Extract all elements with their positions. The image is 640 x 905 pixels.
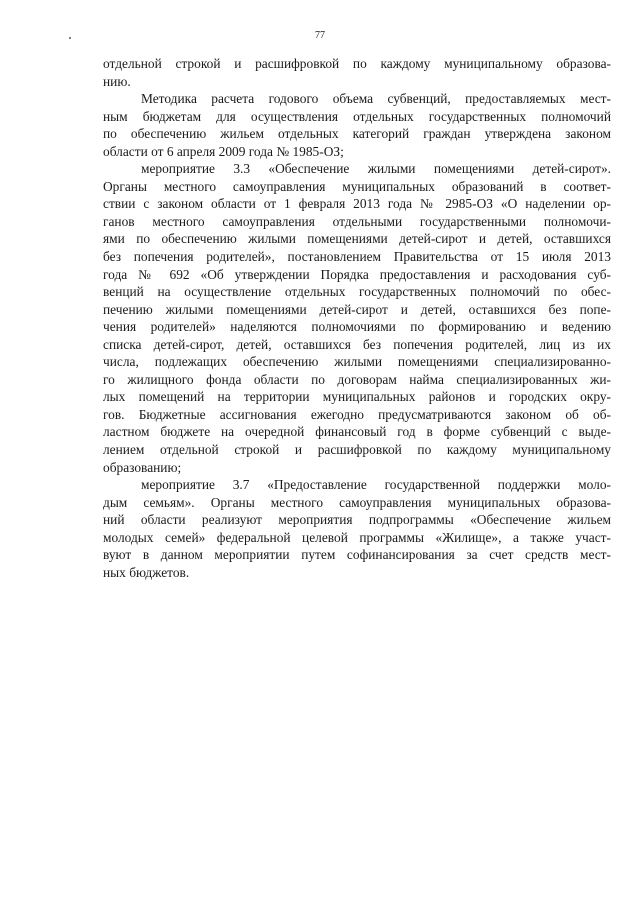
text-line: ным бюджетам для осуществления отдельных государственных полномочий [103, 108, 611, 124]
text-line: вуют в данном мероприятии путем софинансирования за счет средств мест- [103, 547, 611, 563]
text-line: отдельной строкой и расшифровкой по каждому муниципальному образова- [103, 56, 611, 71]
paragraph-first-line: мероприятие 3.3 «Обеспечение жилыми помещениями детей-сирот». [141, 161, 611, 177]
text-line: чения родителей» наделяются полномочиями по формированию и ведению [103, 319, 611, 335]
text-line: печению жилыми помещениями детей-сирот и детей, оставшихся без попе- [103, 301, 611, 317]
text-line: ластном бюджете на очередной финансовый год в форме субвенций с выде- [103, 424, 611, 440]
document-body [103, 55, 611, 581]
text-line: Органы местного самоуправления муниципальных образований в соответ- [103, 178, 611, 194]
text-line: числа, подлежащих обеспечению жилыми помещениями специализированно- [103, 354, 611, 370]
text-line: области от 6 апреля 2009 года № 1985-ОЗ; [103, 143, 344, 159]
page-number: 77 [315, 30, 325, 41]
paragraph-first-line: Методика расчета годового объема субвенций, предоставляемых мест- [141, 91, 611, 107]
text-line: без попечения родителей», постановлением Правительства от 15 июля 2013 [103, 249, 611, 265]
text-line: венций на осуществление отдельных государственных полномочий по обес- [103, 284, 611, 300]
text-line: года № 692 «Об утверждении Порядка предоставления и расходования суб- [103, 266, 611, 282]
text-line: дым семьям». Органы местного самоуправления муниципальных образова- [103, 494, 611, 510]
text-line: по обеспечению жильем отдельных категорий граждан утверждена законом [103, 126, 611, 142]
text-line: нию. [103, 73, 131, 89]
paragraph-first-line: мероприятие 3.7 «Предоставление государственной поддержки моло- [141, 477, 611, 493]
text-line: ных бюджетов. [103, 564, 190, 580]
text-line: гов. Бюджетные ассигнования ежегодно предусматриваются законом об об- [103, 406, 611, 422]
text-line: лением отдельной строкой и расшифровкой по каждому муниципальному [103, 442, 611, 458]
text-line: ганов местного самоуправления отдельными государственными полномочи- [103, 213, 611, 229]
text-line: ний области реализуют мероприятия подпрограммы «Обеспечение жильем [103, 512, 611, 528]
text-line: списка детей-сирот, детей, оставшихся без попечения родителей, лиц из их [103, 336, 611, 352]
text-line: молодых семей» федеральной целевой программы «Жилище», а также участ- [103, 529, 611, 545]
text-line: лых помещений на территории муниципальных районов и городских окру- [103, 389, 611, 405]
text-line: го жилищного фонда области по договорам найма специализированных жи- [103, 371, 611, 387]
scan-artifact-dot [69, 37, 71, 39]
text-line: ствии с законом области от 1 февраля 2013 года № 2985-ОЗ «О наделении ор- [103, 196, 611, 212]
text-line: ями по обеспечению жилыми помещениями детей-сирот и детей, оставшихся [103, 231, 611, 247]
text-line: образованию; [103, 459, 182, 475]
